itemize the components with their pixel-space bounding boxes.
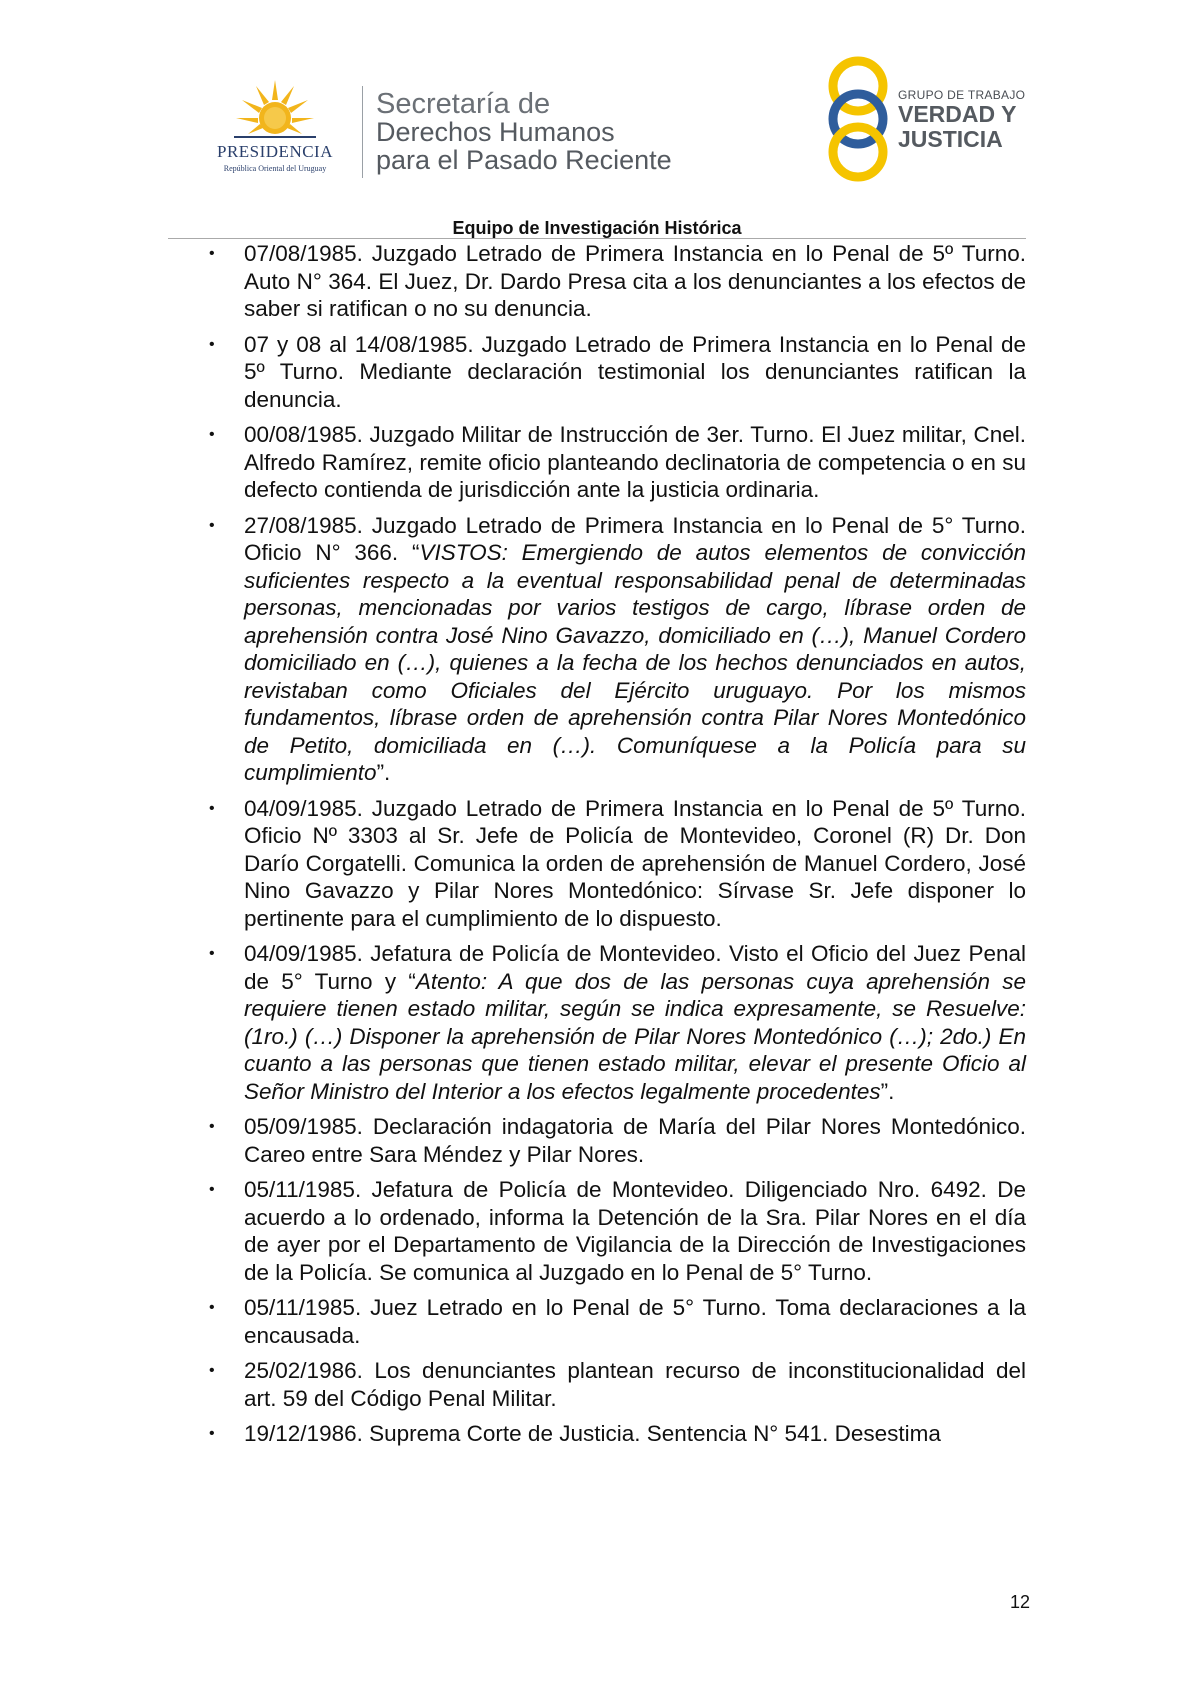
entry-segment: ”.: [880, 1078, 895, 1104]
bullet-icon: •: [209, 516, 215, 534]
header-divider: [362, 86, 363, 178]
rings-icon: [820, 54, 896, 184]
bullet-icon: •: [209, 1299, 215, 1316]
entry-text: [244, 512, 1026, 787]
entry-text: [244, 240, 1026, 323]
entry-segment: 05/09/1985. Declaración indagatoria de María del Pilar Nores Montedónico. Careo entre Sara Méndez y Pilar Nores.: [244, 1114, 1026, 1167]
secretaria-line-2: Derechos Humanos: [376, 117, 615, 147]
entry-text: [244, 1420, 1026, 1448]
bullet-icon: •: [209, 1362, 215, 1379]
secretaria-line-3: para el Pasado Reciente: [376, 145, 672, 175]
entry-segment: ”.: [376, 760, 391, 785]
entry-segment: 04/09/1985. Jefatura de Policía de Montevideo. Visto el Oficio del Juez Penal de 5° Turno y “: [244, 941, 1026, 994]
entry-text: [244, 331, 1026, 414]
entry-segment: 05/11/1985. Juez Letrado en lo Penal de 5° Turno. Toma declaraciones a la encausada.: [244, 1295, 1026, 1348]
entry-text: [244, 1294, 1026, 1349]
presidencia-name: PRESIDENCIA: [216, 142, 333, 161]
list-item: [200, 1420, 1026, 1448]
grupo-trabajo-logo: [820, 54, 1040, 184]
list-item: [200, 1357, 1026, 1412]
secretaria-title: [376, 90, 672, 174]
entry-segment: 27/08/1985. Juzgado Letrado de Primera Instancia en lo Penal de 5° Turno. Oficio N° 366. “: [244, 512, 1026, 565]
grupo-line-2: VERDAD Y: [898, 101, 1017, 127]
entry-text: [244, 1176, 1026, 1286]
entry-text: [244, 1357, 1026, 1412]
list-item: [200, 421, 1026, 504]
list-item: [200, 795, 1026, 933]
bullet-icon: •: [209, 245, 215, 262]
entry-segment: 00/08/1985. Juzgado Militar de Instrucción de 3er. Turno. El Juez militar, Cnel. Alfredo Ramírez, remite oficio planteando declinatoria de competencia o en su defecto contienda de jurisdicción ante la justicia ordinaria.: [244, 422, 1026, 502]
list-item: [200, 1113, 1026, 1168]
bullet-icon: •: [209, 1181, 215, 1198]
quoted-text: VISTOS: Emergiendo de autos elementos de convicción suficientes respecto a la eventual responsabilidad penal de determinadas personas, mencionadas por varios testigos de cargo, líbrase orden de aprehensión contra José Nino Gavazzo, domiciliado en (…), Manuel Cordero domiciliado en (…), quienes a la fecha de los hechos denunciados en autos, revistaban como Oficiales del Ejército uruguayo. Por los mismos fundamentos, líbrase orden de aprehensión contra Pilar Nores Montedónico de Petito, domiciliada en (…). Comuníquese a la Policía para su cumplimiento: [244, 540, 1026, 785]
entry-text: [244, 940, 1026, 1105]
bullet-icon: •: [209, 799, 215, 817]
list-item: [200, 512, 1026, 787]
presidencia-subtitle: República Oriental del Uruguay: [223, 164, 327, 173]
secretaria-line-1: Secretaría de: [376, 88, 551, 120]
bullet-icon: •: [209, 945, 215, 962]
list-item: [200, 1294, 1026, 1349]
quoted-text: Atento: A que dos de las personas cuya aprehensión se requiere tienen estado militar, según se indica expresamente, se Resuelve: (1ro.) (…) Disponer la aprehensión de Pilar Nores Montedónico (…); 2do.) En cuanto a las personas que tienen estado militar, elevar el presente Oficio al Señor Ministro del Interior a los efectos legalmente procedentes: [244, 968, 1026, 1104]
presidencia-logo: [196, 78, 354, 176]
bullet-icon: •: [209, 1425, 215, 1442]
entry-segment: 05/11/1985. Jefatura de Policía de Montevideo. Diligenciado Nro. 6492. De acuerdo a lo ordenado, informa la Detención de la Sra. Pilar Nores en el día de ayer por el Departamento de Vigilancia de la Dirección de Investigaciones de la Policía. Se comunica al Juzgado en lo Penal de 5° Turno.: [244, 1177, 1026, 1285]
header-rule: [168, 238, 1026, 239]
team-title: Equipo de Investigación Histórica: [452, 218, 742, 238]
bullet-icon: •: [209, 335, 215, 353]
document-header: [0, 0, 1190, 240]
list-item: [200, 940, 1026, 1105]
grupo-line-1: GRUPO DE TRABAJO: [898, 88, 1026, 102]
list-item: [200, 1176, 1026, 1286]
entry-segment: 07/08/1985. Juzgado Letrado de Primera Instancia en lo Penal de 5º Turno. Auto N° 364. El Juez, Dr. Dardo Presa cita a los denunciantes a los efectos de saber si ratifican o no su denuncia.: [244, 241, 1026, 321]
list-item: [200, 240, 1026, 323]
entry-segment: 25/02/1986. Los denunciantes plantean recurso de inconstitucionalidad del art. 59 del Código Penal Militar.: [244, 1358, 1026, 1411]
entry-segment: 07 y 08 al 14/08/1985. Juzgado Letrado de Primera Instancia en lo Penal de 5º Turno. Mediante declaración testimonial los denunciantes ratifican la denuncia.: [244, 331, 1026, 412]
sun-icon: [234, 78, 316, 144]
entry-segment: 04/09/1985. Juzgado Letrado de Primera Instancia en lo Penal de 5º Turno. Oficio Nº 3303 al Sr. Jefe de Policía de Montevideo, Coronel (R) Dr. Don Darío Corgatelli. Comunica la orden de aprehensión de Manuel Cordero, José Nino Gavazzo y Pilar Nores Montedónico: Sírvase Sr. Jefe disponer lo pertinente para el cumplimiento de lo dispuesto.: [244, 795, 1026, 931]
entry-text: [244, 1113, 1026, 1168]
entry-text: [244, 421, 1026, 504]
page-number: 12: [1009, 1592, 1030, 1612]
entry-segment: 19/12/1986. Suprema Corte de Justicia. Sentencia N° 541. Desestima: [244, 1421, 941, 1446]
bullet-icon: •: [209, 426, 215, 443]
chronology-list: [200, 240, 1026, 1456]
bullet-icon: •: [209, 1118, 215, 1135]
list-item: [200, 331, 1026, 414]
grupo-trabajo-text: [898, 88, 1025, 152]
grupo-line-3: JUSTICIA: [898, 126, 1003, 152]
entry-text: [244, 795, 1026, 933]
